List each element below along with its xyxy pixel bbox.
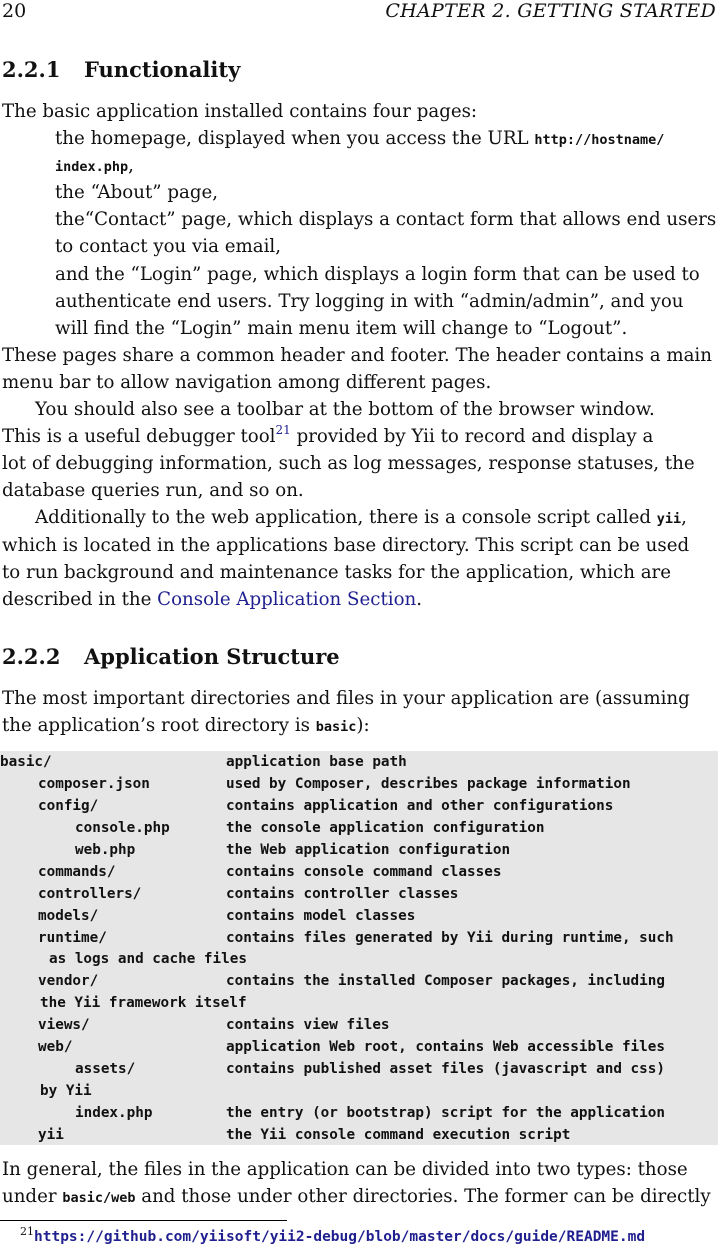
list-item-contact-cont: to contact you via email, <box>55 236 282 257</box>
code-text: runtime/ <box>38 930 107 946</box>
page-header <box>0 0 718 24</box>
directory-code-block <box>0 751 718 1145</box>
code-text: the Web application configuration <box>226 842 511 858</box>
code-text: the console application configuration <box>226 820 545 836</box>
code-text: composer.json <box>38 776 150 792</box>
code-text: controllers/ <box>38 886 142 902</box>
paragraph-console-cont: described in the Console Application Section. <box>2 589 423 610</box>
section-heading-functionality <box>2 58 240 82</box>
url-code: index.php <box>55 159 129 175</box>
code-text: used by Composer, describes package information <box>226 776 631 792</box>
list-item-login-cont: will find the “Login” main menu item will change to “Logout”. <box>55 318 628 339</box>
code-text: contains published asset files (javascript and css) <box>226 1061 665 1077</box>
footnote-ref[interactable]: 21 <box>275 423 291 437</box>
code-text: console.php <box>75 820 170 836</box>
code-text: web.php <box>75 842 136 858</box>
paragraph-structure-intro-cont: the application’s root directory is basic): <box>2 715 370 736</box>
code-text: the entry (or bootstrap) script for the application <box>226 1105 665 1121</box>
code-text: web/ <box>38 1039 73 1055</box>
code-text: yii <box>38 1127 64 1143</box>
paragraph-console-cont: which is located in the applications base directory. This script can be used <box>2 535 690 556</box>
list-item-about: the “About” page, <box>55 182 219 203</box>
code-text: the Yii framework itself <box>40 995 247 1011</box>
code-text: by Yii <box>40 1083 92 1099</box>
code-text: commands/ <box>38 864 116 880</box>
code-text: index.php <box>75 1105 153 1121</box>
code-text: contains the installed Composer packages, including <box>226 973 665 989</box>
paragraph-toolbar-cont: This is a useful debugger tool$^{21}$ provided by Yii to record and display a <box>2 423 654 447</box>
code-text: contains view files <box>226 1017 390 1033</box>
code-text: assets/ <box>75 1061 136 1077</box>
code-text: contains console command classes <box>226 864 502 880</box>
paragraph-intro: The basic application installed contains four pages: <box>2 101 478 122</box>
code-text: contains controller classes <box>226 886 459 902</box>
paragraph-header-footer: These pages share a common header and footer. The header contains a main <box>2 345 712 366</box>
paragraph-toolbar: You should also see a toolbar at the bottom of the browser window. <box>35 399 655 420</box>
section-title: Application Structure <box>84 644 340 669</box>
list-item-homepage-cont: index.php, <box>55 155 134 176</box>
paragraph-structure-intro: The most important directories and files in your application are (assuming <box>2 688 690 709</box>
console-application-link[interactable]: Console Application Section <box>157 589 417 610</box>
list-item-login: and the “Login” page, which displays a login form that can be used to <box>55 264 700 285</box>
paragraph-console: Additionally to the web application, there is a console script called yii, <box>35 507 687 528</box>
url-code: http://hostname/ <box>534 132 665 148</box>
page-number: 20 <box>2 0 27 22</box>
section-title: Functionality <box>84 57 241 82</box>
code-text: contains application and other configurations <box>226 798 614 814</box>
code-text: basic/ <box>0 754 52 770</box>
code-text: as logs and cache files <box>49 951 247 967</box>
paragraph-toolbar-cont: lot of debugging information, such as log messages, response statuses, the <box>2 453 695 474</box>
code-text: models/ <box>38 908 99 924</box>
inline-code: yii <box>656 511 682 527</box>
section-heading-structure <box>2 645 340 669</box>
running-chapter-title: CHAPTER 2. GETTING STARTED <box>385 0 716 22</box>
code-text: vendor/ <box>38 973 99 989</box>
paragraph-console-cont: to run background and maintenance tasks for the application, which are <box>2 562 672 583</box>
footnote-rule <box>0 1220 287 1221</box>
list-item-contact: the“Contact” page, which displays a contact form that allows end users <box>55 209 717 230</box>
code-text: contains files generated by Yii during runtime, such <box>226 930 674 946</box>
code-text: contains model classes <box>226 908 416 924</box>
code-text: config/ <box>38 798 99 814</box>
section-number: 2.2.1 <box>2 57 61 82</box>
section-number: 2.2.2 <box>2 644 61 669</box>
inline-code: basic/web <box>62 1190 136 1206</box>
code-text: the Yii console command execution script <box>226 1127 571 1143</box>
code-text: views/ <box>38 1017 90 1033</box>
paragraph-header-footer-cont: menu bar to allow navigation among different pages. <box>2 372 492 393</box>
paragraph-toolbar-cont: database queries run, and so on. <box>2 480 304 501</box>
footnote-mark: 21 <box>20 1225 34 1238</box>
paragraph-file-types-cont: under basic/web and those under other directories. The former can be directly <box>2 1186 711 1207</box>
paragraph-file-types: In general, the files in the application can be divided into two types: those <box>2 1159 688 1180</box>
footnote <box>20 1224 645 1249</box>
code-text: application base path <box>226 754 407 770</box>
inline-code: basic <box>315 719 357 735</box>
footnote-url-link[interactable]: https://github.com/yiisoft/yii2-debug/blob/master/docs/guide/README.md <box>34 1229 646 1245</box>
code-text: application Web root, contains Web accessible files <box>226 1039 665 1055</box>
list-item-homepage: the homepage, displayed when you access the URL http://hostname/ <box>55 128 665 149</box>
list-item-login-cont: authenticate end users. Try logging in with “admin/admin”, and you <box>55 291 684 312</box>
